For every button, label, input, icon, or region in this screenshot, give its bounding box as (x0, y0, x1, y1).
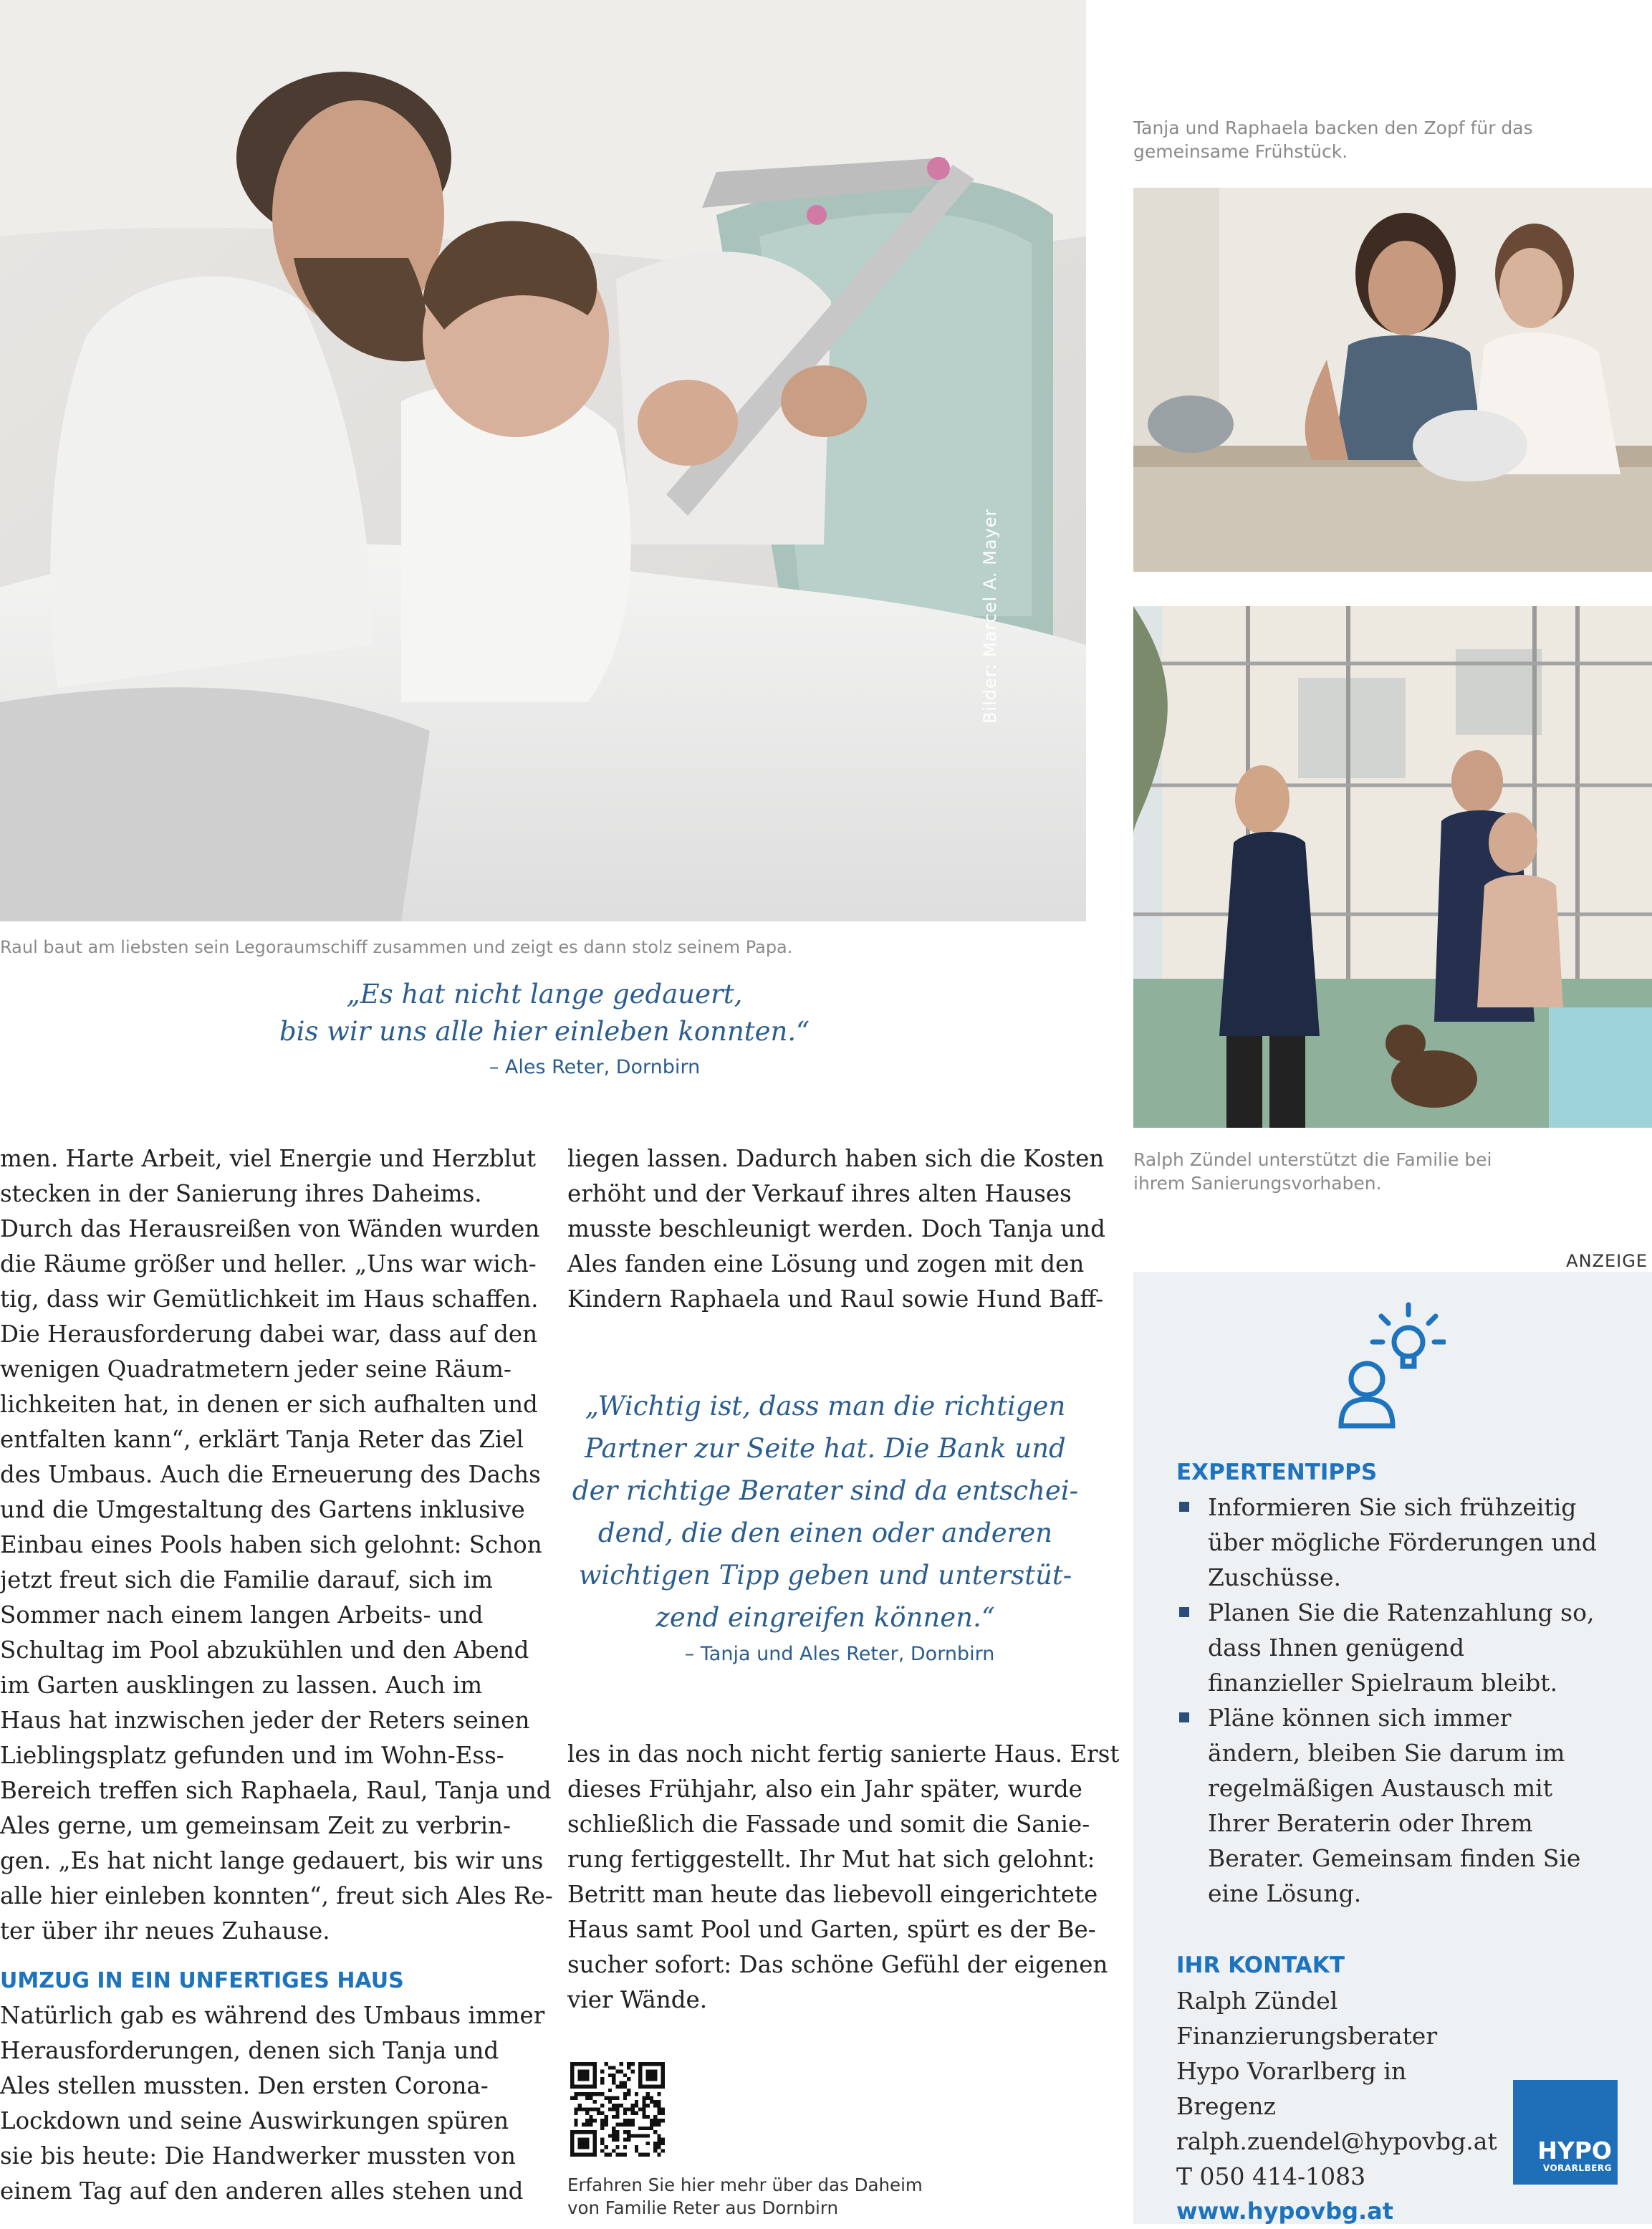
body-line: musste beschleunigt werden. Doch Tanja und (567, 1215, 1105, 1242)
body-line: Einbau eines Pools haben sich gelohnt: Schon (0, 1531, 542, 1558)
contact-role: Finanzierungsberater (1176, 2022, 1438, 2050)
body-line: les in das noch nicht fertig sanierte Haus. Erst (567, 1740, 1120, 1768)
body-line: jetzt freut sich die Familie darauf, sich im (0, 1566, 493, 1593)
pull-quote-2-author: – Tanja und Ales Reter, Dornbirn (684, 1643, 995, 1665)
hypo-logo-sub: VORARLBERG (1542, 2163, 1612, 2173)
body-line: und die Umgestaltung des Gartens inklusive (0, 1496, 525, 1523)
body-line: lichkeiten hat, in denen er sich aufhalten und (0, 1391, 538, 1418)
tip-item (1176, 1700, 1606, 1911)
tip-item (1176, 1595, 1606, 1700)
pull-quote-1 (215, 976, 874, 1078)
body-line: dieses Frühjahr, also ein Jahr später, wurde (567, 1775, 1082, 1803)
body-line: Haus hat inzwischen jeder der Reters seinen (0, 1707, 530, 1734)
pull-quote-1-line-1: „Es hat nicht lange gedauert, (346, 979, 743, 1010)
body-line: Lockdown und seine Auswirkungen spüren (0, 2107, 509, 2134)
tip-text: Planen Sie die Ratenzahlung so, dass Ihnen genügend finanzieller Spielraum bleibt. (1208, 1598, 1595, 1697)
body-line: Natürlich gab es während des Umbaus immer (0, 2002, 545, 2029)
qr-code[interactable] (570, 2062, 665, 2157)
kitchen-photo (1133, 188, 1652, 572)
body-line: des Umbaus. Auch die Erneuerung des Dachs (0, 1461, 541, 1488)
qr-caption-line-2: von Familie Reter aus Dornbirn (567, 2197, 838, 2218)
pull-quote-1-line-2: bis wir uns alle hier einleben konnten.“ (279, 1016, 810, 1047)
contact-website-link[interactable]: www.hypovbg.at (1176, 2197, 1394, 2225)
main-photo (0, 0, 1086, 921)
section-subhead: UMZUG IN EIN UNFERTIGES HAUS (0, 1968, 404, 1993)
pull-quote-2-line: dend, die den einen oder anderen (597, 1518, 1053, 1548)
body-line: alle hier einleben konnten“, freut sich Ales Re- (0, 1882, 553, 1909)
body-line: sucher sofort: Das schöne Gefühl der eigenen (567, 1951, 1108, 1978)
body-line: gen. „Es hat nicht lange gedauert, bis wir uns (0, 1847, 544, 1874)
main-photo-caption: Raul baut am liebsten sein Legoraumschiff zusammen und zeigt es dann stolz seinem Papa. (0, 937, 793, 957)
expert-tips-heading: EXPERTENTIPPS (1176, 1459, 1378, 1485)
body-line: ter über ihr neues Zuhause. (0, 1917, 330, 1945)
body-line: Ales stellen mussten. Den ersten Corona- (0, 2072, 489, 2099)
pull-quote-2-line: der richtige Berater sind da entschei- (572, 1475, 1079, 1506)
bullet-square-icon (1179, 1712, 1189, 1722)
tip-text: Pläne können sich immer ändern, bleiben Sie darum im regelmäßigen Austausch mit Ihrer Beraterin oder Ihrem Berater. Gemeinsam finden Sie eine Lösung. (1208, 1704, 1581, 1907)
house-photo (1133, 606, 1652, 1128)
body-line: Lieblingsplatz gefunden und im Wohn-Ess- (0, 1742, 504, 1769)
body-line: Ales gerne, um gemeinsam Zeit zu verbrin- (0, 1812, 511, 1839)
article-column-2 (567, 1141, 1112, 1317)
qr-caption-line-1: Erfahren Sie hier mehr über das Daheim (567, 2175, 923, 2195)
ad-label: ANZEIGE (1566, 1251, 1648, 1271)
advisor-idea-icon (1331, 1300, 1446, 1429)
house-photo-caption: Ralph Zündel unterstützt die Familie bei ihrem Sanierungsvorhaben. (1133, 1149, 1492, 1194)
body-line: Schultag im Pool abzukühlen und den Abend (0, 1636, 529, 1664)
body-line: Bereich treffen sich Raphaela, Raul, Tanja und (0, 1777, 552, 1804)
body-line: entfalten kann“, erklärt Tanja Reter das Ziel (0, 1426, 524, 1453)
body-line: vier Wände. (567, 1986, 708, 2013)
pull-quote-2-line: Partner zur Seite hat. Die Bank und (585, 1433, 1066, 1464)
body-line: im Garten ausklingen zu lassen. Auch im (0, 1672, 483, 1699)
body-line: men. Harte Arbeit, viel Energie und Herzblut (0, 1145, 537, 1172)
body-line: schließlich die Fassade und somit die Sanie- (567, 1811, 1090, 1838)
contact-phone[interactable]: T 050 414-1083 (1176, 2162, 1366, 2190)
contact-block (1176, 1983, 1506, 2229)
hypo-logo-word: HYPO (1537, 2137, 1612, 2165)
expert-tips-list (1176, 1490, 1606, 1911)
hypo-logo (1513, 2080, 1618, 2185)
contact-name: Ralph Zündel (1176, 1987, 1338, 2015)
expert-tips-box (1133, 1272, 1652, 2224)
bullet-square-icon (1179, 1607, 1189, 1617)
body-line: Ales fanden eine Lösung und zogen mit den (567, 1250, 1085, 1278)
photo-credit: Bilder: Marcel A. Mayer (980, 508, 1000, 724)
body-line: Herausforderungen, denen sich Tanja und (0, 2037, 499, 2064)
kitchen-photo-caption: Tanja und Raphaela backen den Zopf für das gemeinsame Frühstück. (1133, 118, 1533, 162)
article-column-1 (0, 1141, 553, 2209)
body-line: sie bis heute: Die Handwerker mussten von (0, 2142, 516, 2170)
pull-quote-2-line: „Wichtig ist, dass man die richtigen (585, 1391, 1066, 1422)
pull-quote-2-line: wichtigen Tipp geben und unterstüt- (578, 1560, 1072, 1591)
body-line: rung fertiggestellt. Ihr Mut hat sich gelohnt: (567, 1846, 1095, 1873)
body-line: wenigen Quadratmetern jeder seine Räum- (0, 1356, 512, 1383)
contact-company: Hypo Vorarlberg in Bregenz (1176, 2057, 1407, 2120)
body-line: Kindern Raphaela und Raul sowie Hund Baff- (567, 1285, 1104, 1313)
body-line: liegen lassen. Dadurch haben sich die Kosten (567, 1145, 1105, 1172)
qr-caption (567, 2174, 969, 2220)
pull-quote-2-line: zend eingreifen können.“ (655, 1602, 995, 1633)
body-line: die Räume größer und heller. „Uns war wich- (0, 1250, 537, 1278)
contact-email[interactable]: ralph.zuendel@hypovbg.at (1176, 2127, 1497, 2155)
body-line: stecken in der Sanierung ihres Daheims. (0, 1180, 482, 1207)
body-line: erhöht und der Verkauf ihres alten Hauses (567, 1180, 1072, 1207)
body-line: tig, dass wir Gemütlichkeit im Haus schaffen. (0, 1285, 539, 1313)
contact-heading: IHR KONTAKT (1176, 1952, 1345, 1978)
pull-quote-1-author: – Ales Reter, Dornbirn (489, 1056, 701, 1078)
body-line: Betritt man heute das liebevoll eingerichtete (567, 1881, 1098, 1908)
tip-text: Informieren Sie sich frühzeitig über mögliche Förderungen und Zuschüsse. (1208, 1493, 1598, 1591)
body-line: Haus samt Pool und Garten, spürt es der Be- (567, 1916, 1096, 1943)
body-line: Durch das Herausreißen von Wänden wurden (0, 1215, 540, 1242)
pull-quote-2 (567, 1385, 1083, 1665)
body-line: einem Tag auf den anderen alles stehen und (0, 2177, 524, 2205)
bullet-square-icon (1179, 1502, 1189, 1512)
body-line: Die Herausforderung dabei war, dass auf den (0, 1320, 538, 1348)
body-line: Sommer nach einem langen Arbeits- und (0, 1601, 484, 1629)
tip-item (1176, 1490, 1606, 1595)
article-column-2-continued (567, 1737, 1120, 2018)
